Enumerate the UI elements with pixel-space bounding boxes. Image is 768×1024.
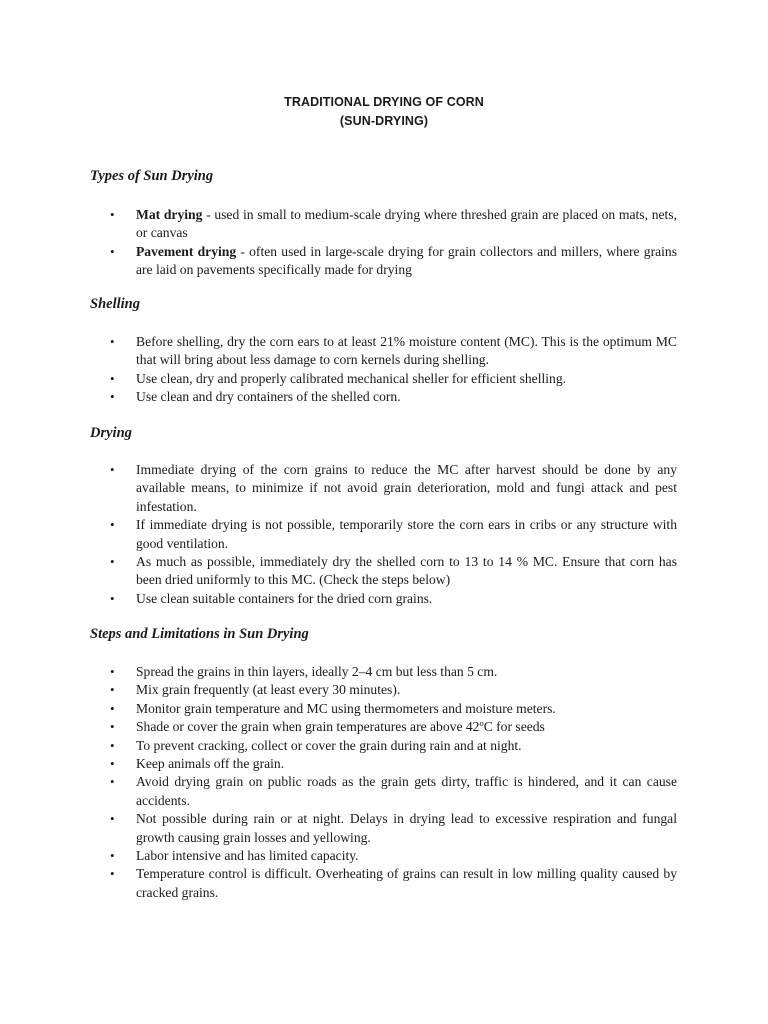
list-item: • Pavement drying - often used in large-scale drying for grain collectors and millers, where grains are laid on pavements specifically made for drying xyxy=(110,243,677,278)
bullet-icon: • xyxy=(110,682,115,698)
bullet-icon: • xyxy=(110,517,115,533)
bullet-icon: • xyxy=(110,462,115,477)
list-item: • Use clean, dry and properly calibrated mechanical sheller for efficient shelling. xyxy=(0,370,677,388)
bullet-icon: • xyxy=(110,848,115,864)
document-title: TRADITIONAL DRYING OF CORN xyxy=(284,95,484,109)
bullet-icon: • xyxy=(110,774,115,790)
section-heading-shelling: Shelling xyxy=(90,296,140,312)
bullet-icon: • xyxy=(110,737,115,753)
list-item: • As much as possible, immediately dry the shelled corn to 13 to 14 % MC. Ensure that corn has been dried uniformly to this MC. (Check the steps below) xyxy=(110,554,677,588)
bullet-icon: • xyxy=(110,243,115,259)
list-item: • Avoid drying grain on public roads as the grain gets dirty, traffic is hindered, and it can cause accidents. xyxy=(110,774,677,808)
list-item: • Use clean suitable containers for the dried corn grains. xyxy=(0,590,677,608)
list-item: • Mix grain frequently (at least every 30 minutes). xyxy=(0,681,677,699)
list-item: • Labor intensive and has limited capacity. xyxy=(0,847,677,865)
bullet-icon: • xyxy=(110,700,115,716)
section-heading-drying: Drying xyxy=(90,425,132,441)
list-item: • Before shelling, dry the corn ears to at least 21% moisture content (MC). This is the optimum MC that will bring about less damage to corn kernels during shelling. xyxy=(110,334,677,368)
section-list-types xyxy=(0,206,768,280)
document-subtitle: (SUN-DRYING) xyxy=(339,114,429,128)
bullet-icon: • xyxy=(110,207,115,222)
bullet-icon: • xyxy=(110,664,115,679)
list-item: • Monitor grain temperature and MC using thermometers and moisture meters. xyxy=(0,700,677,718)
section-list-steps xyxy=(0,663,768,902)
bullet-icon: • xyxy=(110,389,115,405)
bullet-icon: • xyxy=(110,756,115,772)
section-list-shelling xyxy=(0,333,768,407)
section-heading-types: Types of Sun Drying xyxy=(90,168,214,184)
section-list-drying xyxy=(0,461,768,608)
bullet-icon: • xyxy=(110,866,115,882)
bullet-icon: • xyxy=(110,334,115,349)
bullet-icon: • xyxy=(110,719,115,735)
bullet-icon: • xyxy=(110,590,115,606)
list-item: • Keep animals off the grain. xyxy=(0,755,677,773)
section-heading-steps: Steps and Limitations in Sun Drying xyxy=(90,626,309,642)
list-item: • Temperature control is difficult. Overheating of grains can result in low milling quality caused by cracked grains. xyxy=(110,866,677,900)
bullet-icon: • xyxy=(110,811,115,827)
list-item: • Not possible during rain or at night. Delays in drying lead to excessive respiration and fungal growth causing grain losses and yellowing. xyxy=(110,811,677,845)
list-item: • Use clean and dry containers of the shelled corn. xyxy=(0,388,677,406)
list-item: • Mat drying - used in small to medium-scale drying where threshed grain are placed on mats, nets, or canvas xyxy=(110,207,677,241)
list-item: • To prevent cracking, collect or cover the grain during rain and at night. xyxy=(0,737,677,755)
bullet-icon: • xyxy=(110,554,115,570)
list-item: • Immediate drying of the corn grains to reduce the MC after harvest should be done by any available means, to minimize if not avoid grain deterioration, mold and fungi attack and pest infestation. xyxy=(110,462,677,514)
bullet-icon: • xyxy=(110,370,115,386)
list-item: • If immediate drying is not possible, temporarily store the corn ears in cribs or any structure with good ventilation. xyxy=(110,517,677,551)
list-item: • Spread the grains in thin layers, ideally 2–4 cm but less than 5 cm. xyxy=(0,663,677,681)
list-item: • Shade or cover the grain when grain temperatures are above 42ºC for seeds xyxy=(0,718,677,736)
